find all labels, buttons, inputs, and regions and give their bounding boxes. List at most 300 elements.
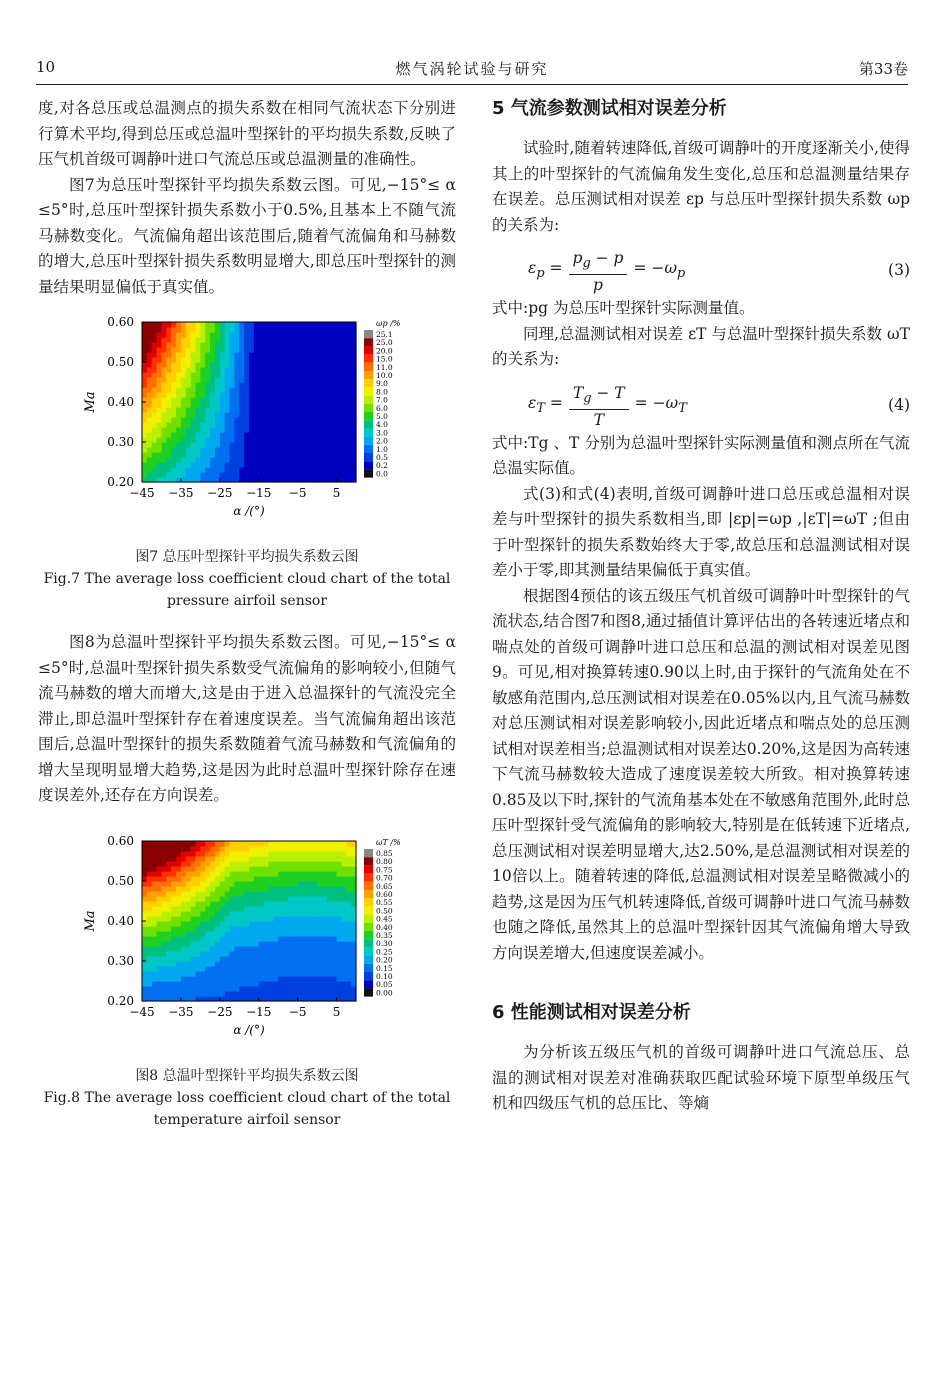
- heatmap-cell: [317, 926, 322, 932]
- heatmap-cell: [312, 467, 317, 473]
- heatmap-cell: [268, 961, 273, 967]
- heatmap-cell: [259, 392, 264, 398]
- heatmap-cell: [176, 936, 181, 942]
- heatmap-cell: [303, 986, 308, 992]
- heatmap-cell: [298, 427, 303, 433]
- heatmap-cell: [157, 452, 162, 458]
- heatmap-cell: [278, 856, 283, 862]
- heatmap-cell: [205, 397, 210, 403]
- heatmap-cell: [215, 886, 220, 892]
- heatmap-cell: [283, 891, 288, 897]
- heatmap-cell: [322, 841, 327, 847]
- heatmap-cell: [317, 911, 322, 917]
- heatmap-cell: [191, 871, 196, 877]
- heatmap-cell: [171, 467, 176, 473]
- heatmap-cell: [307, 427, 312, 433]
- heatmap-cell: [152, 856, 157, 862]
- heatmap-cell: [161, 372, 166, 378]
- heatmap-cell: [234, 467, 239, 473]
- heatmap-cell: [341, 387, 346, 393]
- heatmap-cell: [152, 447, 157, 453]
- heatmap-cell: [264, 881, 269, 887]
- heatmap-cell: [191, 367, 196, 373]
- heatmap-cell: [205, 891, 210, 897]
- heatmap-cell: [234, 931, 239, 937]
- heatmap-cell: [298, 377, 303, 383]
- heatmap-cell: [157, 347, 162, 353]
- heatmap-cell: [254, 876, 259, 882]
- heatmap-cell: [186, 951, 191, 957]
- heatmap-cell: [196, 467, 201, 473]
- heatmap-cell: [230, 871, 235, 877]
- heatmap-cell: [191, 432, 196, 438]
- heatmap-cell: [298, 851, 303, 857]
- y-axis-label: Ma: [83, 909, 98, 932]
- heatmap-cell: [337, 467, 342, 473]
- heatmap-cell: [293, 876, 298, 882]
- heatmap-cell: [147, 382, 152, 388]
- heatmap-cell: [288, 392, 293, 398]
- heatmap-cell: [171, 951, 176, 957]
- page-header: [36, 58, 908, 84]
- heatmap-cell: [249, 387, 254, 393]
- heatmap-cell: [171, 382, 176, 388]
- legend-label: 10.0: [376, 371, 393, 380]
- heatmap-cell: [142, 337, 147, 343]
- heatmap-cell: [259, 402, 264, 408]
- heatmap-cell: [181, 851, 186, 857]
- heatmap-cell: [171, 926, 176, 932]
- heatmap-cell: [244, 961, 249, 967]
- legend-swatch: [364, 931, 373, 939]
- heatmap-cell: [288, 422, 293, 428]
- heatmap-cell: [288, 352, 293, 358]
- heatmap-cell: [322, 961, 327, 967]
- heatmap-cell: [288, 457, 293, 463]
- heatmap-cell: [293, 956, 298, 962]
- heatmap-cell: [244, 352, 249, 358]
- heatmap-cell: [303, 322, 308, 328]
- heatmap-cell: [200, 886, 205, 892]
- heatmap-cell: [152, 846, 157, 852]
- heatmap-cell: [317, 347, 322, 353]
- heatmap-cell: [157, 986, 162, 992]
- heatmap-cell: [244, 337, 249, 343]
- heatmap-cell: [298, 866, 303, 872]
- heatmap-cell: [264, 407, 269, 413]
- heatmap-cell: [171, 946, 176, 952]
- heatmap-cell: [312, 966, 317, 972]
- heatmap-cell: [307, 991, 312, 997]
- heatmap-cell: [161, 856, 166, 862]
- heatmap-cell: [186, 846, 191, 852]
- heatmap-cell: [303, 412, 308, 418]
- heatmap-cell: [186, 357, 191, 363]
- heatmap-cell: [171, 856, 176, 862]
- heatmap-cell: [273, 362, 278, 368]
- heatmap-cell: [298, 472, 303, 478]
- heatmap-cell: [152, 442, 157, 448]
- heatmap-cell: [278, 851, 283, 857]
- heatmap-cell: [161, 397, 166, 403]
- heatmap-cell: [171, 332, 176, 338]
- heatmap-cell: [317, 931, 322, 937]
- heatmap-cell: [171, 851, 176, 857]
- x-axis-label: α /(°): [233, 1022, 265, 1037]
- heatmap-cell: [200, 442, 205, 448]
- heatmap-cell: [332, 432, 337, 438]
- heatmap-cell: [225, 926, 230, 932]
- heatmap-cell: [230, 402, 235, 408]
- heatmap-cell: [205, 921, 210, 927]
- heatmap-cell: [249, 941, 254, 947]
- heatmap-cell: [337, 372, 342, 378]
- heatmap-cell: [166, 412, 171, 418]
- heatmap-cell: [322, 392, 327, 398]
- heatmap-cell: [312, 397, 317, 403]
- heatmap-cell: [249, 412, 254, 418]
- heatmap-cell: [273, 896, 278, 902]
- heatmap-cell: [225, 881, 230, 887]
- heatmap-cell: [200, 856, 205, 862]
- heatmap-cell: [259, 337, 264, 343]
- legend-label: 20.0: [376, 346, 393, 356]
- heatmap-cell: [230, 352, 235, 358]
- heatmap-cell: [337, 362, 342, 368]
- heatmap-cell: [283, 991, 288, 997]
- heatmap-cell: [176, 457, 181, 463]
- heatmap-cell: [171, 367, 176, 373]
- heatmap-cell: [322, 407, 327, 413]
- heatmap-cell: [293, 357, 298, 363]
- heatmap-cell: [225, 397, 230, 403]
- heatmap-cell: [157, 372, 162, 378]
- heatmap-cell: [152, 402, 157, 408]
- heatmap-cell: [166, 866, 171, 872]
- heatmap-cell: [166, 896, 171, 902]
- heatmap-cell: [337, 966, 342, 972]
- heatmap-cell: [205, 462, 210, 468]
- heatmap-cell: [317, 936, 322, 942]
- legend-swatch: [364, 857, 373, 865]
- heatmap-cell: [332, 442, 337, 448]
- heatmap-cell: [166, 452, 171, 458]
- heatmap-cell: [264, 891, 269, 897]
- heatmap-cell: [322, 442, 327, 448]
- heatmap-cell: [327, 951, 332, 957]
- heatmap-cell: [322, 921, 327, 927]
- heatmap-cell: [303, 901, 308, 907]
- heatmap-cell: [215, 342, 220, 348]
- heatmap-cell: [283, 417, 288, 423]
- heatmap-cell: [307, 866, 312, 872]
- heatmap-cell: [200, 337, 205, 343]
- heatmap-cell: [307, 851, 312, 857]
- heatmap-cell: [259, 442, 264, 448]
- heatmap-cell: [166, 387, 171, 393]
- heatmap-cell: [152, 951, 157, 957]
- heatmap-cell: [166, 322, 171, 328]
- heatmap-cell: [161, 851, 166, 857]
- heatmap-cell: [278, 891, 283, 897]
- heatmap-cell: [254, 352, 259, 358]
- heatmap-cell: [312, 891, 317, 897]
- heatmap-cell: [268, 437, 273, 443]
- heatmap-cell: [346, 851, 351, 857]
- heatmap-cell: [152, 991, 157, 997]
- heatmap-cell: [220, 427, 225, 433]
- y-tick-label: 0.50: [107, 355, 134, 369]
- heatmap-cell: [191, 921, 196, 927]
- heatmap-cell: [249, 916, 254, 922]
- heatmap-cell: [249, 951, 254, 957]
- heatmap-cell: [157, 407, 162, 413]
- heatmap-cell: [288, 876, 293, 882]
- heatmap-cell: [249, 976, 254, 982]
- heatmap-cell: [220, 951, 225, 957]
- heatmap-cell: [196, 956, 201, 962]
- heatmap-cell: [283, 981, 288, 987]
- heatmap-cell: [293, 337, 298, 343]
- legend-swatch: [364, 355, 373, 363]
- heatmap-cell: [332, 891, 337, 897]
- heatmap-cell: [239, 437, 244, 443]
- heatmap-cell: [273, 427, 278, 433]
- heatmap-cell: [152, 911, 157, 917]
- heatmap-cell: [268, 357, 273, 363]
- heatmap-cell: [186, 881, 191, 887]
- heatmap-cell: [293, 966, 298, 972]
- heatmap-cell: [200, 367, 205, 373]
- heatmap-cell: [254, 896, 259, 902]
- heatmap-cell: [225, 936, 230, 942]
- heatmap-cell: [230, 422, 235, 428]
- heatmap-cell: [239, 886, 244, 892]
- heatmap-cell: [317, 372, 322, 378]
- heatmap-cell: [191, 342, 196, 348]
- heatmap-cell: [303, 961, 308, 967]
- heatmap-cell: [161, 387, 166, 393]
- heatmap-cell: [171, 322, 176, 328]
- heatmap-cell: [200, 851, 205, 857]
- heatmap-cell: [225, 337, 230, 343]
- heatmap-cell: [317, 856, 322, 862]
- heatmap-cell: [332, 437, 337, 443]
- heatmap-cell: [337, 387, 342, 393]
- heatmap-cell: [341, 462, 346, 468]
- heatmap-cell: [230, 372, 235, 378]
- heatmap-cell: [298, 447, 303, 453]
- heatmap-cell: [147, 327, 152, 333]
- heatmap-cell: [249, 886, 254, 892]
- heatmap-cell: [200, 457, 205, 463]
- heatmap-cell: [337, 422, 342, 428]
- heatmap-cell: [234, 347, 239, 353]
- heatmap-cell: [293, 936, 298, 942]
- heatmap-cell: [239, 367, 244, 373]
- heatmap-cell: [332, 936, 337, 942]
- heatmap-cell: [293, 861, 298, 867]
- heatmap-cell: [176, 322, 181, 328]
- heatmap-cell: [161, 447, 166, 453]
- heatmap-cell: [200, 452, 205, 458]
- heatmap-cell: [254, 931, 259, 937]
- heatmap-cell: [322, 891, 327, 897]
- heatmap-cell: [147, 352, 152, 358]
- heatmap-cell: [230, 362, 235, 368]
- heatmap-cell: [341, 332, 346, 338]
- heatmap-cell: [215, 966, 220, 972]
- heatmap-cell: [166, 851, 171, 857]
- heatmap-cell: [186, 851, 191, 857]
- heatmap-cell: [220, 452, 225, 458]
- heatmap-cell: [254, 377, 259, 383]
- heatmap-cell: [264, 861, 269, 867]
- heatmap-cell: [307, 422, 312, 428]
- heatmap-cell: [161, 891, 166, 897]
- heatmap-cell: [303, 896, 308, 902]
- heatmap-cell: [200, 427, 205, 433]
- heatmap-cell: [215, 891, 220, 897]
- heatmap-cell: [268, 472, 273, 478]
- heatmap-cell: [312, 971, 317, 977]
- heatmap-cell: [220, 921, 225, 927]
- heatmap-cell: [273, 981, 278, 987]
- heatmap-cell: [264, 387, 269, 393]
- heatmap-cell: [254, 427, 259, 433]
- heatmap-cell: [346, 896, 351, 902]
- heatmap-cell: [200, 347, 205, 353]
- x-tick-label: −15: [246, 486, 272, 500]
- heatmap-cell: [244, 467, 249, 473]
- heatmap-cell: [200, 936, 205, 942]
- heatmap-cell: [268, 427, 273, 433]
- heatmap-cell: [210, 961, 215, 967]
- legend-swatch: [364, 849, 373, 857]
- heatmap-cell: [157, 926, 162, 932]
- heatmap-cell: [317, 981, 322, 987]
- heatmap-cell: [273, 392, 278, 398]
- heatmap-cell: [346, 931, 351, 937]
- right-column: [492, 96, 910, 1117]
- heatmap-cell: [225, 402, 230, 408]
- heatmap-cell: [268, 452, 273, 458]
- heatmap-cell: [225, 986, 230, 992]
- heatmap-cell: [283, 422, 288, 428]
- heatmap-cell: [307, 941, 312, 947]
- heatmap-cell: [166, 377, 171, 383]
- y-tick-label: 0.30: [107, 953, 134, 968]
- heatmap-cells: [142, 841, 357, 1002]
- heatmap-cell: [191, 976, 196, 982]
- heatmap-cell: [230, 866, 235, 872]
- heatmap-cell: [273, 452, 278, 458]
- heatmap-cell: [254, 372, 259, 378]
- heatmap-cell: [254, 906, 259, 912]
- heatmap-cell: [210, 871, 215, 877]
- heatmap-cell: [220, 941, 225, 947]
- heatmap-cell: [249, 961, 254, 967]
- heatmap-cell: [322, 337, 327, 343]
- heatmap-cell: [249, 382, 254, 388]
- heatmap-cell: [176, 851, 181, 857]
- heatmap-cell: [273, 417, 278, 423]
- heatmap-cell: [191, 322, 196, 328]
- heatmap-cell: [230, 861, 235, 867]
- heatmap-cell: [225, 332, 230, 338]
- heatmap-cell: [166, 846, 171, 852]
- heatmap-cell: [166, 462, 171, 468]
- heatmap-cell: [191, 981, 196, 987]
- heatmap-cell: [142, 931, 147, 937]
- heatmap-cell: [210, 951, 215, 957]
- heatmap-cell: [298, 347, 303, 353]
- heatmap-cell: [196, 866, 201, 872]
- heatmap-cell: [303, 447, 308, 453]
- heatmap-cell: [293, 896, 298, 902]
- heatmap-cell: [322, 866, 327, 872]
- heatmap-cell: [181, 991, 186, 997]
- heatmap-cell: [161, 871, 166, 877]
- legend-swatch: [364, 914, 373, 922]
- heatmap-cell: [312, 906, 317, 912]
- heatmap-cell: [264, 931, 269, 937]
- legend-swatch: [364, 346, 373, 354]
- heatmap-cell: [152, 347, 157, 353]
- heatmap-cell: [196, 432, 201, 438]
- heatmap-cell: [200, 931, 205, 937]
- legend-swatch: [364, 947, 373, 955]
- heatmap-cell: [176, 377, 181, 383]
- heatmap-cell: [171, 437, 176, 443]
- heatmap-cell: [234, 442, 239, 448]
- heatmap-cell: [249, 966, 254, 972]
- heatmap-cell: [239, 906, 244, 912]
- heatmap-cell: [157, 462, 162, 468]
- heatmap-cell: [157, 327, 162, 333]
- x-tick-label: 5: [332, 486, 341, 500]
- heatmap-cell: [303, 931, 308, 937]
- heatmap-cell: [215, 467, 220, 473]
- heatmap-cell: [317, 896, 322, 902]
- heatmap-cell: [283, 447, 288, 453]
- heatmap-cell: [186, 462, 191, 468]
- heatmap-cell: [337, 402, 342, 408]
- heatmap-cell: [278, 951, 283, 957]
- heatmap-cell: [152, 412, 157, 418]
- heatmap-cell: [157, 377, 162, 383]
- heatmap-cell: [298, 936, 303, 942]
- heatmap-cell: [200, 327, 205, 333]
- heatmap-cell: [215, 926, 220, 932]
- heatmap-cell: [210, 352, 215, 358]
- heatmap-cell: [322, 956, 327, 962]
- heatmap-cell: [234, 432, 239, 438]
- heatmap-cell: [220, 417, 225, 423]
- heatmap-cell: [142, 986, 147, 992]
- heatmap-cell: [327, 412, 332, 418]
- heatmap-cell: [317, 392, 322, 398]
- heatmap-cell: [205, 337, 210, 343]
- heatmap-cell: [283, 951, 288, 957]
- heatmap-cell: [205, 886, 210, 892]
- heatmap-cell: [220, 906, 225, 912]
- heatmap-cell: [161, 866, 166, 872]
- heatmap-cell: [200, 462, 205, 468]
- heatmap-cell: [166, 916, 171, 922]
- heatmap-cell: [210, 981, 215, 987]
- heatmap-cell: [332, 896, 337, 902]
